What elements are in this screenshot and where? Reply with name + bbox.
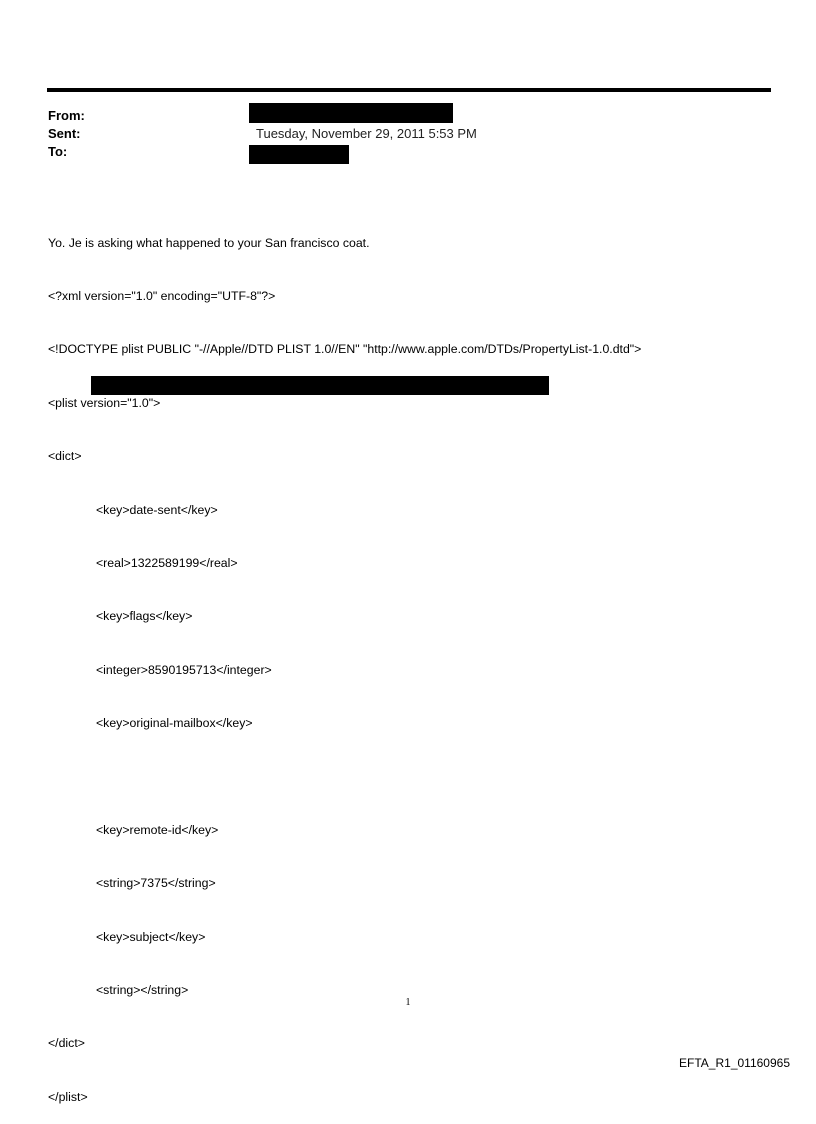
header-rule	[47, 88, 771, 92]
body-line: <key>subject</key>	[96, 929, 206, 944]
from-redaction	[249, 103, 453, 123]
body-line: <?xml version="1.0" encoding="UTF-8"?>	[48, 288, 276, 303]
body-line: <key>original-mailbox</key>	[96, 716, 253, 731]
body-line: <key>flags</key>	[96, 609, 193, 624]
body-line: <real>1322589199</real>	[96, 555, 238, 570]
body-redaction	[91, 376, 549, 395]
body-line: <plist version="1.0">	[48, 395, 161, 410]
to-redaction	[249, 145, 349, 164]
from-label: From:	[48, 108, 85, 123]
body-redacted-line	[48, 769, 641, 787]
body-line: <dict>	[48, 449, 82, 464]
to-label: To:	[48, 144, 68, 159]
page-number: 1	[405, 997, 411, 1008]
body-line: </plist>	[48, 1089, 88, 1104]
body-line: <string>7375</string>	[96, 876, 216, 891]
body-line: <!DOCTYPE plist PUBLIC "-//Apple//DTD PLIST 1.0//EN" "http://www.apple.com/DTDs/PropertyList-1.0.dtd">	[48, 342, 642, 357]
document-id: EFTA_R1_01160965	[679, 1056, 790, 1070]
body-line: <integer>8590195713</integer>	[96, 662, 272, 677]
body-line: </dict>	[48, 1036, 85, 1051]
body-line: Yo. Je is asking what happened to your San francisco coat.	[48, 235, 370, 250]
body-line: <key>remote-id</key>	[96, 822, 219, 837]
body-line: <key>date-sent</key>	[96, 502, 218, 517]
email-body	[48, 199, 641, 1124]
body-line: <string></string>	[96, 983, 189, 998]
sent-label: Sent:	[48, 126, 81, 141]
sent-value: Tuesday, November 29, 2011 5:53 PM	[256, 126, 477, 141]
